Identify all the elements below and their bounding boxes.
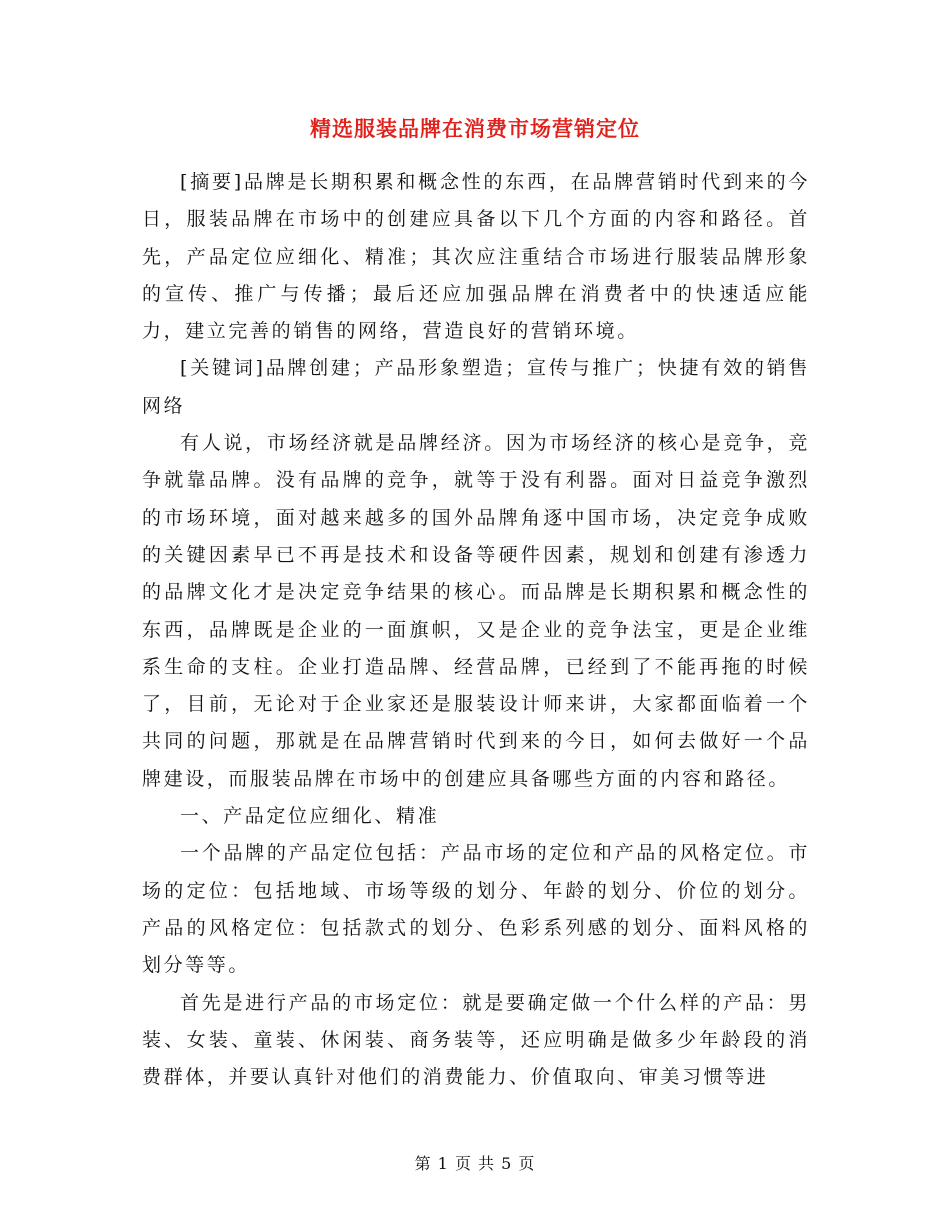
document-body xyxy=(142,164,810,1096)
page-footer: 第 1 页 共 5 页 xyxy=(414,1154,536,1173)
market-positioning-paragraph: 首先是进行产品的市场定位：就是要确定做一个什么样的产品：男装、女装、童装、休闲装、商务装等，还应明确是做多少年龄段的消费群体，并要认真针对他们的消费能力、价值取向、审美习惯等进 xyxy=(142,991,810,1089)
keywords-paragraph: [关键词]品牌创建；产品形象塑造；宣传与推广；快捷有效的销售网络 xyxy=(142,357,810,417)
positioning-paragraph: 一个品牌的产品定位包括：产品市场的定位和产品的风格定位。市场的定位：包括地域、市场等级的划分、年龄的划分、价位的划分。产品的风格定位：包括款式的划分、色彩系列感的划分、面料风格的划分等等。 xyxy=(142,842,810,977)
section-heading: 一、产品定位应细化、精准 xyxy=(180,805,440,828)
abstract-paragraph: [摘要]品牌是长期积累和概念性的东西，在品牌营销时代到来的今日，服装品牌在市场中的创建应具备以下几个方面的内容和路径。首先，产品定位应细化、精准；其次应注重结合市场进行服装品牌形象的宣传、推广与传播；最后还应加强品牌在消费者中的快速适应能力，建立完善的销售的网络，营造良好的营销环境。 xyxy=(142,171,810,343)
intro-paragraph: 有人说，市场经济就是品牌经济。因为市场经济的核心是竞争，竞争就靠品牌。没有品牌的竞争，就等于没有利器。面对日益竞争激烈的市场环境，面对越来越多的国外品牌角逐中国市场，决定竞争成败的关键因素早已不再是技术和设备等硬件因素，规划和创建有渗透力的品牌文化才是决定竞争结果的核心。而品牌是长期积累和概念性的东西，品牌既是企业的一面旗帜，又是企业的竞争法宝，更是企业维系生命的支柱。企业打造品牌、经营品牌，已经到了不能再拖的时候了，目前，无论对于企业家还是服装设计师来讲，大家都面临着一个共同的问题，那就是在品牌营销时代到来的今日，如何去做好一个品牌建设，而服装品牌在市场中的创建应具备哪些方面的内容和路径。 xyxy=(142,432,810,790)
document-title: 精选服装品牌在消费市场营销定位 xyxy=(310,116,640,141)
